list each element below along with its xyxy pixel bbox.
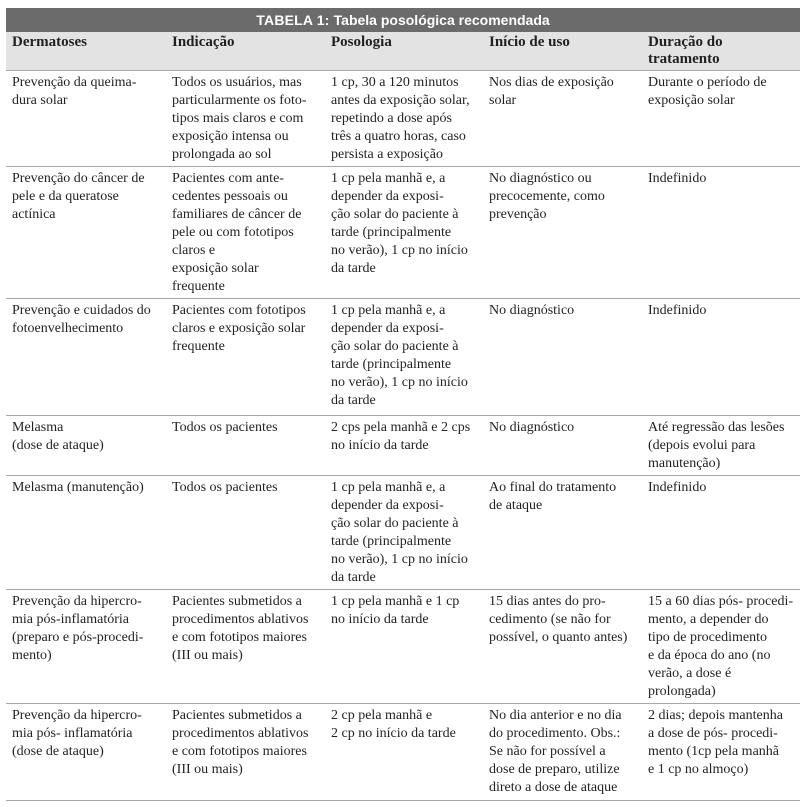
cell-line: precocemente, como xyxy=(489,189,605,204)
cell-indicacao xyxy=(172,419,322,437)
cell-line: mento, a depender do xyxy=(648,612,769,627)
cell-line: Prevenção e cuidados do xyxy=(12,303,151,318)
cell-line: 2 dias; depois mantenha xyxy=(648,708,783,723)
cell-line: (depois evolui para xyxy=(648,438,756,453)
cell-line: Pacientes com ante- xyxy=(172,171,284,186)
cell-line: depender da exposi- xyxy=(331,321,444,336)
cell-duracao xyxy=(648,707,796,779)
cell-duracao xyxy=(648,302,796,320)
cell-dermatose xyxy=(12,419,162,455)
cell-duracao xyxy=(648,479,796,497)
cell-dermatose xyxy=(12,302,162,338)
cell-line: procedimentos ablativos xyxy=(172,612,309,627)
cell-line: Prevenção da hipercro- xyxy=(12,708,142,723)
cell-line: Até regressão das lesões xyxy=(648,420,785,435)
cell-line: cedimento (se não for xyxy=(489,612,611,627)
cell-dermatose xyxy=(12,74,162,110)
cell-line: (preparo e pós-procedi- xyxy=(12,630,144,645)
cell-line: 1 cp pela manhã e, a xyxy=(331,171,446,186)
cell-line: exposição intensa ou xyxy=(172,129,289,144)
header-line: Dermatoses xyxy=(12,34,87,50)
cell-line: Se não for possível a xyxy=(489,744,606,759)
cell-line: persista a exposição xyxy=(331,147,443,162)
cell-line: No diagnóstico xyxy=(489,303,575,318)
cell-line: pele ou com fototipos xyxy=(172,225,294,240)
cell-line: 1 cp pela manhã e 1 cp xyxy=(331,594,460,609)
cell-line: e 1 cp no almoço) xyxy=(648,762,749,777)
cell-duracao xyxy=(648,593,796,701)
cell-line: procedimentos ablativos xyxy=(172,726,309,741)
cell-line: exposição solar xyxy=(648,93,735,108)
cell-line: mento (1cp pela manhã xyxy=(648,744,780,759)
cell-inicio xyxy=(489,74,641,110)
cell-line: 2 cp pela manhã e xyxy=(331,708,433,723)
cell-line: e da época do ano (no xyxy=(648,648,771,663)
cell-line: prolongada ao sol xyxy=(172,147,272,162)
cell-indicacao xyxy=(172,302,322,356)
table-row xyxy=(6,589,800,704)
cell-inicio xyxy=(489,593,641,647)
cell-line: actínica xyxy=(12,207,56,222)
cell-line: No diagnóstico ou xyxy=(489,171,592,186)
cell-duracao xyxy=(648,419,796,473)
header-indicacao xyxy=(172,34,322,51)
cell-indicacao xyxy=(172,479,322,497)
cell-line: a dose de pós- procedi- xyxy=(648,726,778,741)
cell-posologia xyxy=(331,302,483,410)
cell-line: Prevenção da hipercro- xyxy=(12,594,142,609)
cell-inicio xyxy=(489,302,641,320)
cell-line: ção solar do paciente à xyxy=(331,339,459,354)
cell-dermatose xyxy=(12,170,162,224)
cell-line: 1 cp pela manhã e, a xyxy=(331,480,446,495)
cell-line: (III ou mais) xyxy=(172,762,243,777)
table-row xyxy=(6,415,800,476)
header-dermatoses xyxy=(12,34,162,51)
cell-line: Indefinido xyxy=(648,303,707,318)
cell-line: e com fototipos maiores xyxy=(172,630,307,645)
cell-line: No dia anterior e no dia xyxy=(489,708,622,723)
cell-line: ção solar do paciente à xyxy=(331,207,459,222)
cell-inicio xyxy=(489,707,641,797)
cell-line: familiares de câncer de xyxy=(172,207,302,222)
cell-posologia xyxy=(331,707,483,743)
cell-line: 2 cp no início da tarde xyxy=(331,726,456,741)
cell-line: da tarde xyxy=(331,393,376,408)
cell-duracao xyxy=(648,170,796,188)
table-title: Tabela posológica recomendada xyxy=(333,12,550,28)
cell-line: no verão), 1 cp no início xyxy=(331,375,468,390)
cell-line: fotoenvelhecimento xyxy=(12,321,124,336)
cell-line: frequente xyxy=(172,339,225,354)
cell-line: de ataque xyxy=(489,498,543,513)
cell-line: Indefinido xyxy=(648,480,707,495)
cell-line: mia pós- inflamatória xyxy=(12,726,133,741)
table-row xyxy=(6,166,800,299)
cell-posologia xyxy=(331,419,483,455)
cell-posologia xyxy=(331,74,483,164)
cell-line: prevenção xyxy=(489,207,547,222)
header-line: Indicação xyxy=(172,34,235,50)
cell-line: Nos dias de exposição xyxy=(489,75,614,90)
cell-line: Prevenção do câncer de xyxy=(12,171,145,186)
cell-line: ção solar do paciente à xyxy=(331,516,459,531)
cell-line: prolongada) xyxy=(648,684,716,699)
cell-posologia xyxy=(331,593,483,629)
cell-line: tipo de procedimento xyxy=(648,630,767,645)
cell-line: Todos os usuários, mas xyxy=(172,75,302,90)
cell-indicacao xyxy=(172,707,322,779)
cell-line: depender da exposi- xyxy=(331,189,444,204)
cell-line: solar xyxy=(489,93,517,108)
cell-line: no verão), 1 cp no início xyxy=(331,243,468,258)
cell-inicio xyxy=(489,419,641,437)
cell-indicacao xyxy=(172,170,322,296)
cell-dermatose xyxy=(12,707,162,761)
cell-line: verão, a dose é xyxy=(648,666,732,681)
table-header xyxy=(6,32,800,70)
cell-line: Durante o período de xyxy=(648,75,767,90)
table-title-label: TABELA 1: xyxy=(256,12,330,28)
cell-line: Melasma (manutenção) xyxy=(12,480,144,495)
cell-line: No diagnóstico xyxy=(489,420,575,435)
cell-line: 2 cps pela manhã e 2 cps xyxy=(331,420,471,435)
cell-dermatose xyxy=(12,479,162,497)
cell-line: exposição solar xyxy=(172,261,259,276)
cell-line: repetindo a dose após xyxy=(331,111,452,126)
cell-line: Melasma xyxy=(12,420,64,435)
cell-line: 1 cp pela manhã e, a xyxy=(331,303,446,318)
cell-line: da tarde xyxy=(331,261,376,276)
cell-line: tipos mais claros e com xyxy=(172,111,304,126)
table-bottom-rule xyxy=(6,800,800,801)
cell-line: 15 dias antes do pro- xyxy=(489,594,606,609)
cell-line: no verão), 1 cp no início xyxy=(331,552,468,567)
cell-line: claros e xyxy=(172,243,216,258)
cell-line: mento) xyxy=(12,648,52,663)
cell-line: Ao final do tratamento xyxy=(489,480,617,495)
cell-line: particularmente os foto- xyxy=(172,93,307,108)
table-row xyxy=(6,475,800,590)
cell-line: Pacientes com fototipos xyxy=(172,303,306,318)
cell-line: (III ou mais) xyxy=(172,648,243,663)
cell-line: 1 cp, 30 a 120 minutos xyxy=(331,75,459,90)
table-row xyxy=(6,70,800,167)
cell-inicio xyxy=(489,170,641,224)
cell-duracao xyxy=(648,74,796,110)
cell-line: frequente xyxy=(172,279,225,294)
header-line: Posologia xyxy=(331,34,392,50)
cell-line: (dose de ataque) xyxy=(12,438,104,453)
cell-line: Prevenção da queima- xyxy=(12,75,137,90)
cell-line: mia pós-inflamatória xyxy=(12,612,130,627)
cell-indicacao xyxy=(172,74,322,164)
cell-posologia xyxy=(331,479,483,587)
cell-dermatose xyxy=(12,593,162,665)
cell-line: manutenção) xyxy=(648,456,721,471)
header-line: Duração do xyxy=(648,34,723,50)
header-line: Início de uso xyxy=(489,34,570,50)
header-inicio-de-uso xyxy=(489,34,641,51)
cell-line: no início da tarde xyxy=(331,612,429,627)
header-duracao xyxy=(648,34,796,68)
cell-line: tarde (principalmente xyxy=(331,357,452,372)
header-posologia xyxy=(331,34,483,51)
cell-line: no início da tarde xyxy=(331,438,429,453)
cell-line: claros e exposição solar xyxy=(172,321,306,336)
cell-line: Pacientes submetidos a xyxy=(172,594,302,609)
cell-line: do procedimento. Obs.: xyxy=(489,726,621,741)
cell-line: antes da exposição solar, xyxy=(331,93,470,108)
header-line: tratamento xyxy=(648,51,720,67)
cell-line: (dose de ataque) xyxy=(12,744,104,759)
cell-line: Pacientes submetidos a xyxy=(172,708,302,723)
cell-line: cedentes pessoais ou xyxy=(172,189,288,204)
cell-line: dura solar xyxy=(12,93,68,108)
table-row xyxy=(6,298,800,416)
table-row xyxy=(6,703,800,801)
cell-line: dose de preparo, utilize xyxy=(489,762,620,777)
cell-line: tarde (principalmente xyxy=(331,534,452,549)
cell-posologia xyxy=(331,170,483,278)
cell-line: da tarde xyxy=(331,570,376,585)
cell-line: três a quatro horas, caso xyxy=(331,129,466,144)
cell-inicio xyxy=(489,479,641,515)
cell-line: depender da exposi- xyxy=(331,498,444,513)
cell-line: pele e da queratose xyxy=(12,189,119,204)
cell-line: Indefinido xyxy=(648,171,707,186)
cell-line: Todos os pacientes xyxy=(172,480,278,495)
cell-line: Todos os pacientes xyxy=(172,420,278,435)
cell-line: direto a dose de ataque xyxy=(489,780,618,795)
cell-indicacao xyxy=(172,593,322,665)
cell-line: 15 a 60 dias pós- procedi- xyxy=(648,594,794,609)
cell-line: possível, o quanto antes) xyxy=(489,630,628,645)
cell-line: tarde (principalmente xyxy=(331,225,452,240)
cell-line: e com fototipos maiores xyxy=(172,744,307,759)
table-title-bar xyxy=(6,8,800,32)
